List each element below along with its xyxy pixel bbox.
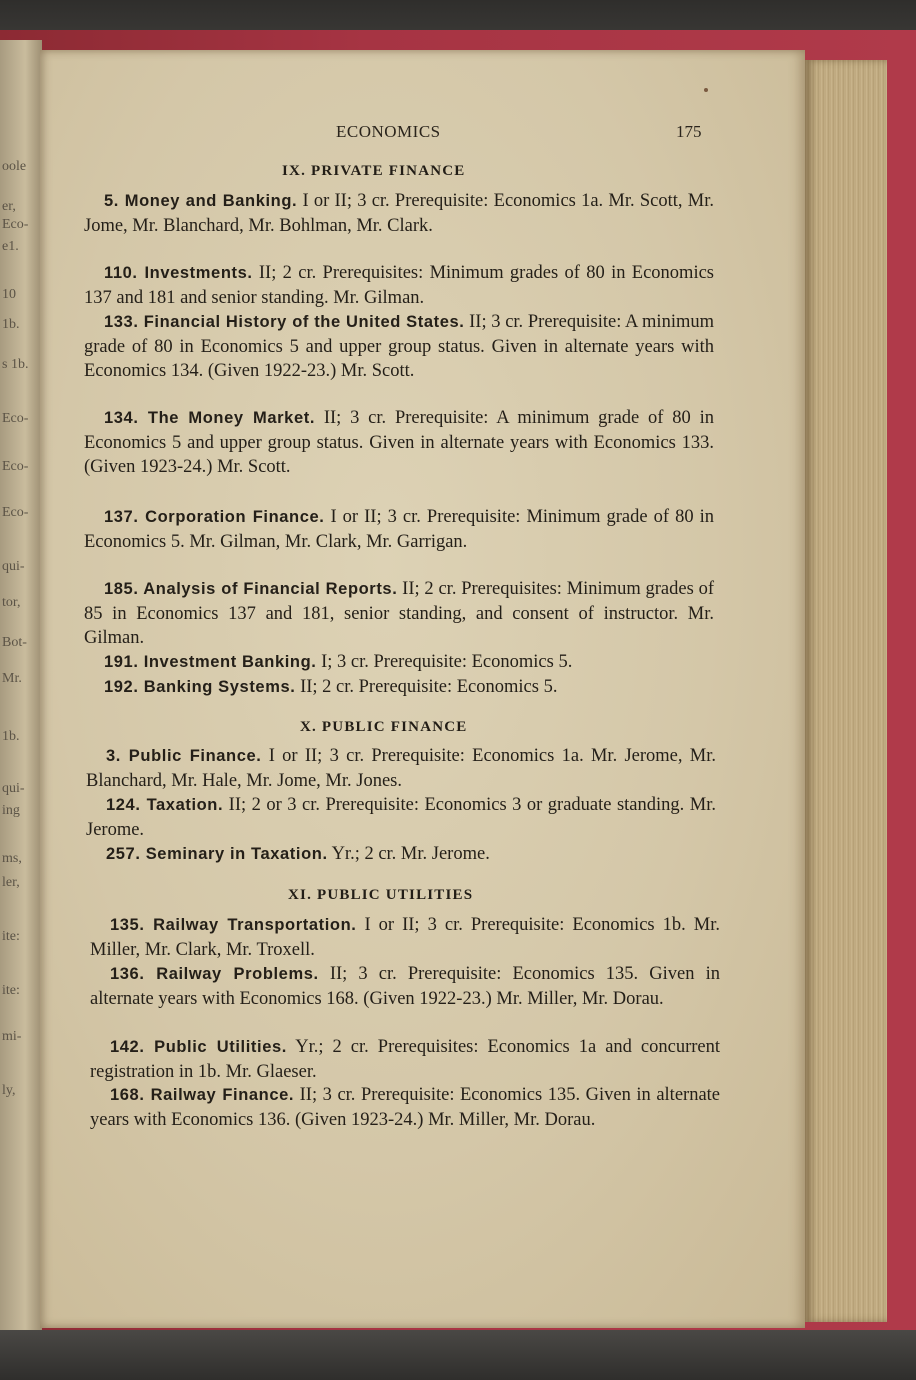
left-page-fragment: ms,: [2, 851, 22, 866]
course-entry: [84, 650, 714, 675]
page-number: 175: [676, 122, 702, 141]
left-page-fragment: Mr.: [2, 671, 22, 686]
left-page-fragment: ly,: [2, 1083, 16, 1098]
left-page-fragment: 10: [2, 287, 16, 302]
course-entry: [84, 675, 714, 700]
left-page-fragment: ler,: [2, 875, 20, 890]
section-title-public-utilities: XI. PUBLIC UTILITIES: [288, 887, 474, 903]
course-lead: 142. Public Utilities.: [110, 1038, 287, 1056]
course-text: I or II; 3 cr. Prerequisite: Economics 1b. Mr. Miller, Mr. Clark, Mr. Troxell.: [90, 915, 720, 960]
left-page-fragment: mi-: [2, 1029, 22, 1044]
course-entry: [90, 1083, 720, 1132]
backdrop-bottom: [0, 1330, 916, 1380]
course-lead: 191. Investment Banking.: [104, 653, 317, 671]
course-entry: [84, 406, 714, 480]
course-text: II; 2 cr. Prerequisites: Minimum grades of 80 in Economics 137 and 181 and senior standing. Mr. Gilman.: [84, 263, 714, 308]
course-entry: [84, 310, 714, 384]
course-lead: 124. Taxation.: [106, 796, 224, 814]
left-page-fragment: tor,: [2, 595, 21, 610]
course-entry: [90, 1035, 720, 1084]
course-lead: 110. Investments.: [104, 264, 253, 282]
course-lead: 257. Seminary in Taxation.: [106, 845, 328, 863]
page-edges: [805, 60, 887, 1322]
left-page-fragment: ite:: [2, 983, 20, 998]
course-text: Yr.; 2 cr. Prerequisites: Economics 1a and concurrent registration in 1b. Mr. Glaeser.: [90, 1037, 721, 1082]
section-title-public-finance: X. PUBLIC FINANCE: [300, 719, 468, 735]
course-lead: 135. Railway Transportation.: [110, 916, 357, 934]
course-text: II; 3 cr. Prerequisite: A minimum grade of 80 in Economics 5 and upper group status. Given in alternate years with Economics 133. (Given 1923-24.) Mr. Scott.: [84, 408, 714, 477]
course-text: I or II; 3 cr. Prerequisite: Economics 1a. Mr. Scott, Mr. Jome, Mr. Blanchard, Mr. Bohlman, Mr. Clark.: [84, 191, 714, 236]
speck: [704, 88, 708, 92]
course-entry: [86, 744, 716, 793]
left-page-edge: [0, 40, 42, 1330]
course-entry: [84, 189, 714, 238]
course-entry: [84, 577, 714, 651]
left-page-fragment: oole: [2, 159, 27, 174]
left-page-fragment: Eco-: [2, 217, 29, 232]
left-page-fragment: qui-: [2, 781, 25, 796]
course-lead: 136. Railway Problems.: [110, 965, 319, 983]
course-text: Yr.; 2 cr. Mr. Jerome.: [327, 844, 490, 864]
section-title-private-finance: IX. PRIVATE FINANCE: [282, 163, 466, 179]
left-page-fragment: ite:: [2, 929, 20, 944]
course-lead: 185. Analysis of Financial Reports.: [104, 580, 398, 598]
left-page-fragment: Eco-: [2, 411, 29, 426]
course-lead: 3. Public Finance.: [106, 747, 262, 765]
course-entry: [90, 913, 720, 962]
course-entry: [86, 842, 716, 867]
left-page-fragment: 1b.: [2, 729, 20, 744]
course-lead: 192. Banking Systems.: [104, 678, 296, 696]
course-text: II; 3 cr. Prerequisite: A minimum grade of 80 in Economics 5 and upper group status. Given in alternate years with Economics 134. (Given 1922-23.) Mr. Scott.: [84, 312, 714, 381]
left-page-fragment: e1.: [2, 239, 19, 254]
course-lead: 134. The Money Market.: [104, 409, 315, 427]
left-page-fragment: Bot-: [2, 635, 27, 650]
left-page-fragment: s 1b.: [2, 357, 29, 372]
left-page-fragment: Eco-: [2, 459, 29, 474]
course-text: II; 2 cr. Prerequisite: Economics 5.: [295, 677, 558, 697]
course-entry: [86, 793, 716, 842]
course-entry: [84, 505, 714, 554]
left-page-fragment: 1b.: [2, 317, 20, 332]
course-lead: 168. Railway Finance.: [110, 1086, 295, 1104]
left-page-fragment: er,: [2, 199, 16, 214]
running-head: ECONOMICS: [336, 122, 441, 141]
course-entry: [84, 261, 714, 310]
book-page: [40, 50, 805, 1328]
course-text: II; 2 cr. Prerequisites: Minimum grades of 85 in Economics 137 and 181, senior standing, and consent of instructor. Mr. Gilman.: [84, 579, 715, 648]
course-text: I or II; 3 cr. Prerequisite: Minimum grade of 80 in Economics 5. Mr. Gilman, Mr. Clark, Mr. Garrigan.: [84, 507, 715, 552]
left-page-fragment: ing: [2, 803, 20, 818]
course-text: I; 3 cr. Prerequisite: Economics 5.: [316, 652, 573, 672]
left-page-fragment: Eco-: [2, 505, 29, 520]
course-lead: 137. Corporation Finance.: [104, 508, 325, 526]
course-entry: [90, 962, 720, 1011]
course-text: II; 3 cr. Prerequisite: Economics 135. Given in alternate years with Economics 136. (Given 1923-24.) Mr. Miller, Mr. Dorau.: [90, 1085, 721, 1130]
course-text: II; 2 or 3 cr. Prerequisite: Economics 3 or graduate standing. Mr. Jerome.: [86, 795, 716, 840]
course-text: I or II; 3 cr. Prerequisite: Economics 1a. Mr. Jerome, Mr. Blanchard, Mr. Hale, Mr. Jome, Mr. Jones.: [86, 746, 716, 791]
course-text: II; 3 cr. Prerequisite: Economics 135. Given in alternate years with Economics 168. (Given 1922-23.) Mr. Miller, Mr. Dorau.: [90, 964, 720, 1009]
course-lead: 133. Financial History of the United States.: [104, 313, 465, 331]
left-page-fragment: qui-: [2, 559, 25, 574]
course-lead: 5. Money and Banking.: [104, 192, 298, 210]
